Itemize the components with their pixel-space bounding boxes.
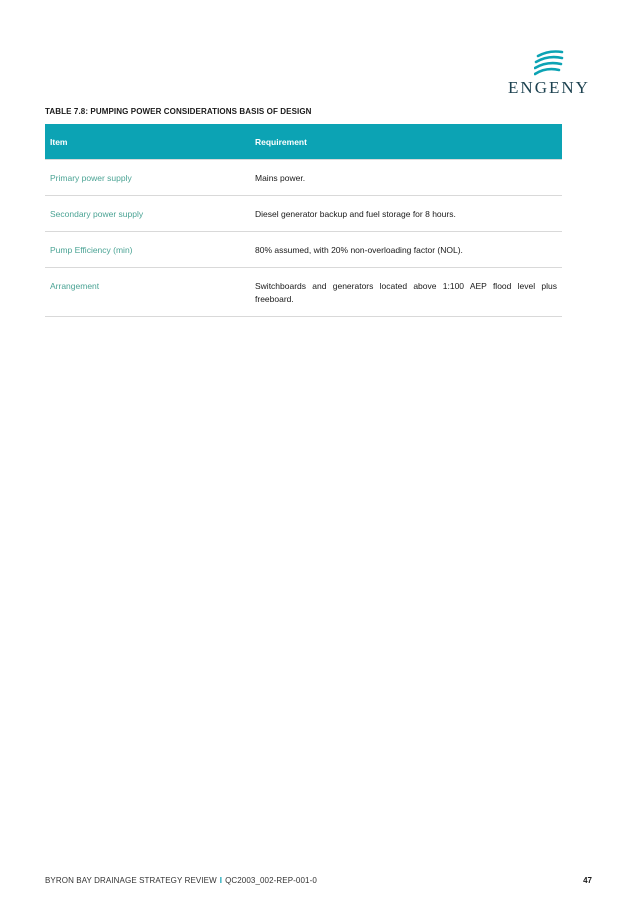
wave-stripes-icon (534, 50, 564, 76)
header-item: Item (50, 137, 68, 147)
basis-of-design-table (45, 124, 562, 317)
page-number: 47 (583, 876, 592, 885)
footer-document-title (45, 876, 317, 885)
row-requirement: Mains power. (255, 173, 306, 183)
table-caption: TABLE 7.8: PUMPING POWER CONSIDERATIONS BASIS OF DESIGN (45, 107, 312, 116)
row-requirement: Diesel generator backup and fuel storage for 8 hours. (255, 209, 456, 219)
row-item: Secondary power supply (50, 209, 144, 219)
table-header-row (45, 124, 562, 160)
footer-separator: I (219, 876, 223, 885)
row-requirement: 80% assumed, with 20% non-overloading factor (NOL). (255, 245, 463, 255)
row-item: Primary power supply (50, 173, 132, 183)
table-row (45, 232, 562, 268)
row-item: Pump Efficiency (min) (50, 245, 133, 255)
logo-wordmark: ENGENY (508, 78, 590, 97)
table-row (45, 160, 562, 196)
engeny-logo (508, 50, 590, 96)
row-item: Arrangement (50, 281, 100, 291)
footer-doc-ref: QC2003_002-REP-001-0 (225, 876, 317, 885)
header-requirement: Requirement (255, 137, 307, 147)
footer-report-title: BYRON BAY DRAINAGE STRATEGY REVIEW (45, 876, 217, 885)
table-row (45, 196, 562, 232)
table-row (45, 268, 562, 317)
row-requirement: Switchboards and generators located above 1:100 AEP flood level plus freeboard. (255, 281, 557, 304)
